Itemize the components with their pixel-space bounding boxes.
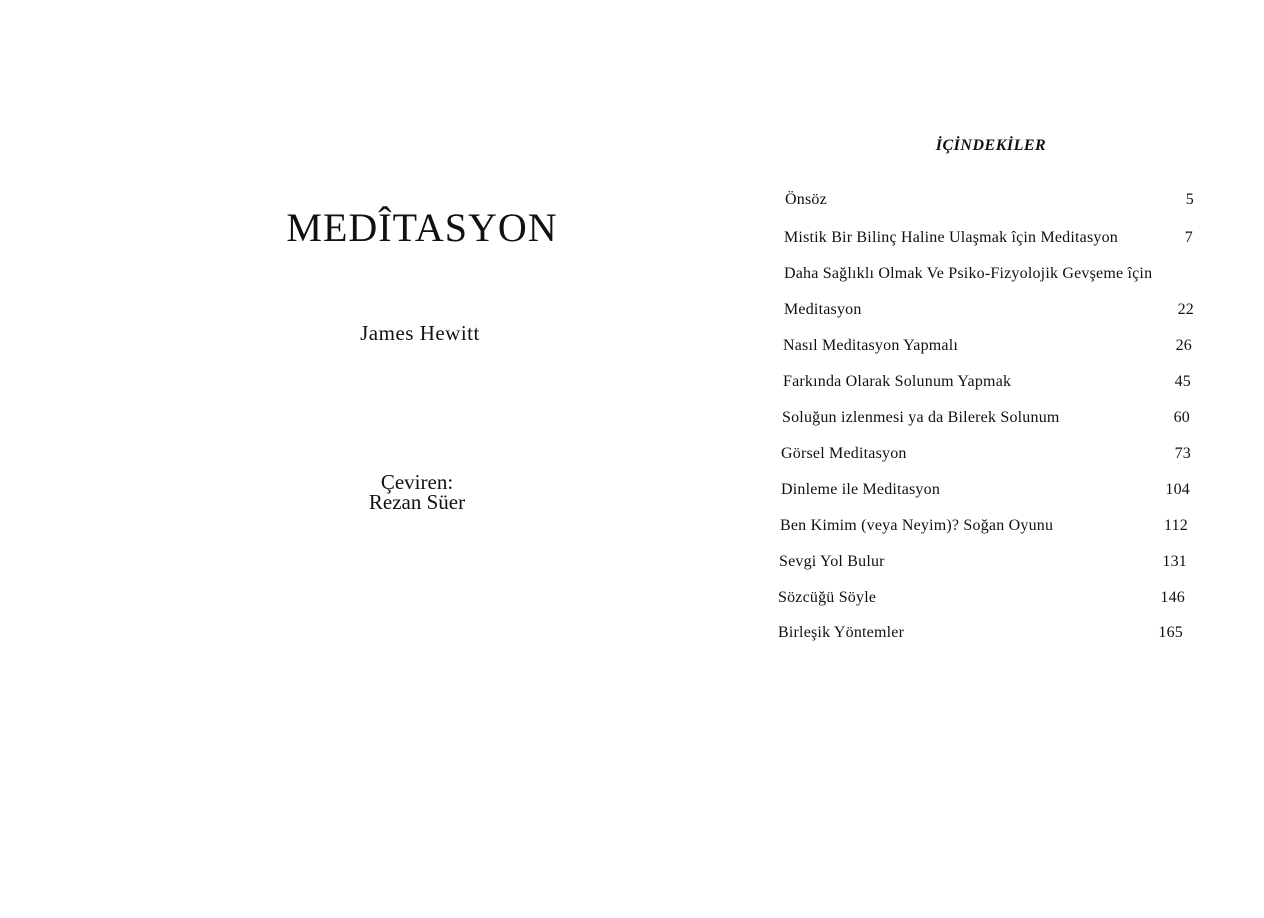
toc-entry-title: Farkında Olarak Solunum Yapmak xyxy=(783,373,1012,390)
toc-entry xyxy=(781,479,1190,501)
book-title: MEDÎTASYON xyxy=(286,205,558,250)
toc-entry xyxy=(784,299,1194,321)
toc-entry xyxy=(783,335,1192,357)
toc-entry-title: Nasıl Meditasyon Yapmalı xyxy=(783,337,959,354)
translator-credit xyxy=(240,472,594,512)
toc-entry-title: Soluğun izlenmesi ya da Bilerek Solunum xyxy=(782,409,1060,426)
toc-entry-page: 45 xyxy=(1174,373,1191,390)
toc-entry-page: 165 xyxy=(1158,624,1183,641)
toc-entry xyxy=(783,371,1191,393)
toc-entry xyxy=(779,551,1187,573)
toc-entry-title: Meditasyon xyxy=(784,301,862,318)
toc-entry xyxy=(781,443,1191,465)
toc-heading: İÇİNDEKİLER xyxy=(935,137,1047,154)
toc-entry-page: 22 xyxy=(1177,301,1194,318)
toc-entry-page: 112 xyxy=(1163,517,1188,534)
toc-entry-title: Dinleme ile Meditasyon xyxy=(781,481,941,498)
toc-entry-title: Ben Kimim (veya Neyim)? Soğan Oyunu xyxy=(780,517,1054,534)
toc-entry xyxy=(778,622,1183,644)
toc-entry-page: 7 xyxy=(1184,229,1193,246)
toc-entry-title: Önsöz xyxy=(785,191,827,208)
toc-entry-title: Daha Sağlıklı Olmak Ve Psiko-Fizyolojik Gevşeme îçin xyxy=(784,265,1153,282)
toc-entry-title: Mistik Bir Bilinç Haline Ulaşmak îçin Meditasyon xyxy=(784,229,1119,246)
toc-entry xyxy=(782,407,1190,429)
toc-entry-page: 5 xyxy=(1185,191,1194,208)
toc-entry-title: Birleşik Yöntemler xyxy=(778,624,905,641)
toc-entry xyxy=(784,227,1193,249)
toc-entry-title: Sözcüğü Söyle xyxy=(778,589,877,606)
toc-entry-page: 131 xyxy=(1162,553,1187,570)
translator-name: Rezan Süer xyxy=(368,490,466,514)
table-of-contents xyxy=(760,0,1230,918)
toc-entry-page: 104 xyxy=(1165,481,1190,498)
toc-entry xyxy=(785,189,1194,211)
translator-label: Çeviren: xyxy=(380,470,454,494)
toc-entry xyxy=(780,515,1188,537)
toc-entry xyxy=(784,263,1193,285)
author-name: James Hewitt xyxy=(360,321,480,345)
toc-entry-page: 26 xyxy=(1175,337,1192,354)
toc-entry-title: Sevgi Yol Bulur xyxy=(779,553,885,570)
toc-entry-page: 146 xyxy=(1160,589,1185,606)
toc-entry-page: 73 xyxy=(1174,445,1191,462)
toc-entry-title: Görsel Meditasyon xyxy=(781,445,907,462)
toc-entry-page: 60 xyxy=(1173,409,1190,426)
toc-entry xyxy=(778,587,1185,609)
